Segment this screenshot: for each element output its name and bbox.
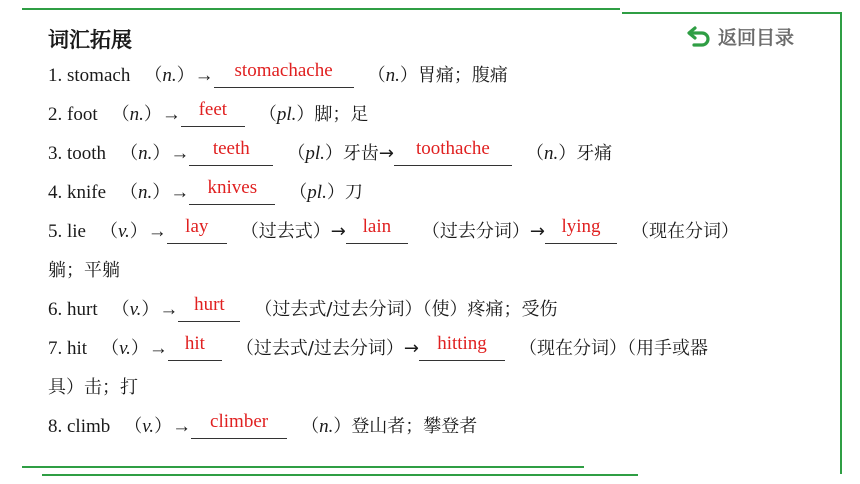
answer-text: lain [362, 216, 392, 237]
list-item-continuation: 躺；平躺 [48, 260, 120, 281]
answer-text: stomachache [234, 60, 333, 81]
return-icon [686, 25, 712, 47]
answer-text: lying [561, 216, 601, 237]
bottom-border-line [22, 466, 584, 468]
back-label: 返回目录 [718, 26, 795, 49]
list-item: 6. hurt （v.）→ hurt （过去式/过去分词）（使）疼痛；受伤 [48, 294, 558, 320]
list-item: 8. climb （v.）→ climber （n.）登山者；攀登者 [48, 411, 478, 437]
answer-blank [394, 138, 512, 166]
list-item: 4. knife （n.）→ knives （pl.）刀 [48, 177, 363, 203]
section-title: 词汇拓展 [48, 28, 132, 52]
list-item: 7. hit （v.）→ hit （过去式/过去分词）→ hitting （现在分词）（用手或器 [48, 333, 708, 359]
answer-blank [167, 216, 227, 244]
list-item: 5. lie （v.）→ lay （过去式）→ lain （过去分词）→ lying （现在分词） [48, 216, 739, 242]
answer-blank [178, 294, 240, 322]
answer-blank [545, 216, 617, 244]
answer-text: toothache [416, 138, 490, 159]
answer-text: climber [210, 411, 269, 432]
answer-blank [214, 60, 354, 88]
answer-text: knives [207, 177, 258, 198]
answer-blank [189, 138, 273, 166]
answer-text: teeth [212, 138, 250, 159]
bottom-border-line-lower [42, 474, 638, 476]
answer-blank [189, 177, 275, 205]
right-border-line [840, 12, 842, 474]
top-right-border-line [622, 12, 840, 14]
answer-blank [419, 333, 505, 361]
back-to-contents-button[interactable] [686, 22, 794, 50]
answer-text: hit [184, 333, 205, 354]
answer-blank [168, 333, 222, 361]
top-border-line [22, 8, 620, 10]
answer-blank [191, 411, 287, 439]
answer-blank [346, 216, 408, 244]
answer-blank [181, 99, 245, 127]
list-item: 1. stomach （n.）→ stomachache （n.）胃痛；腹痛 [48, 60, 508, 86]
answer-text: hurt [194, 294, 225, 315]
answer-text: hitting [437, 333, 487, 354]
answer-text: lay [185, 216, 209, 237]
answer-text: feet [198, 99, 228, 120]
list-item-continuation: 具）击；打 [48, 377, 138, 398]
vocabulary-list [48, 56, 838, 446]
list-item: 2. foot （n.）→ feet （pl.）脚；足 [48, 99, 369, 125]
list-item: 3. tooth （n.）→ teeth （pl.）牙齿→ toothache （n.）牙痛 [48, 138, 613, 164]
